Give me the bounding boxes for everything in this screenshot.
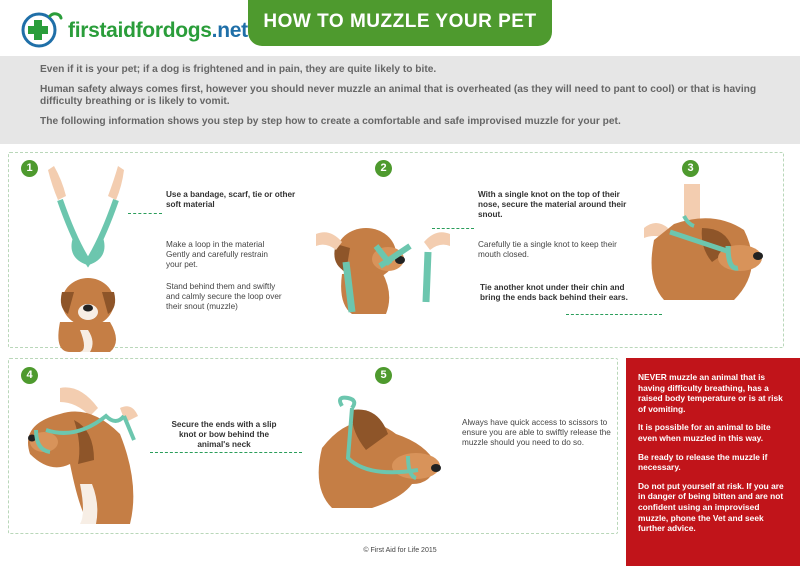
warning-item-1: NEVER muzzle an animal that is having difficulty breathing, has a raised body temperature or is at risk of vomiting. [638, 372, 783, 414]
step-3-number: 3 [682, 160, 699, 177]
step-2-illustration [316, 214, 456, 314]
step-1-number: 1 [21, 160, 38, 177]
step-2-text-a: Carefully tie a single knot to keep their mouth closed. [478, 240, 617, 259]
warning-box [626, 358, 800, 566]
step-2-callout-line [432, 228, 474, 229]
step-4-illustration [24, 384, 154, 524]
step-1-callout: Use a bandage, scarf, tie or other soft material [166, 190, 296, 209]
step-1-illustration [40, 162, 130, 352]
warning-item-4: Do not put yourself at risk. If you are in danger of being bitten and are not confident using an improvised muzzle, phone the Vet and seek further advice. [638, 480, 784, 534]
brand-name: firstaidfordogs.net [68, 19, 248, 42]
step-2-callout: With a single knot on the top of their nose, secure the material around their snout. [478, 190, 627, 219]
step-2-number: 2 [375, 160, 392, 177]
warning-item-3: Be ready to release the muzzle if necessary. [638, 451, 768, 473]
intro-paragraph-1: Even if it is your pet; if a dog is frightened and in pain, they are quite likely to bite. [40, 64, 437, 75]
page-title: HOW TO MUZZLE YOUR PET [248, 0, 552, 46]
step-4-callout: Secure the ends with a slip knot or bow behind the animal's neck [171, 420, 277, 449]
step-1-text-b: Stand behind them and swiftly and calmly secure the loop over their snout (muzzle) [166, 282, 282, 311]
step-4-callout-line [150, 452, 302, 453]
step-5-number: 5 [375, 367, 392, 384]
first-aid-cross-icon [20, 10, 64, 48]
warning-item-2: It is possible for an animal to bite even when muzzled in this way. [638, 422, 771, 443]
intro-paragraph-3: The following information shows you step by step how to create a comfortable and safe improvised muzzle for your pet. [40, 115, 621, 127]
step-1-callout-line [128, 213, 162, 214]
step-3-callout: Tie another knot under their chin and bring the ends back behind their ears. [480, 283, 628, 302]
step-1-text-a: Make a loop in the material Gently and carefully restrain your pet. [166, 240, 268, 269]
step-5-illustration [312, 398, 446, 512]
step-3-callout-line [566, 314, 662, 315]
step-3-illustration [640, 180, 770, 310]
brand-logo[interactable] [20, 10, 248, 48]
intro-section [0, 56, 800, 144]
intro-paragraph-2: Human safety always comes first, however you should never muzzle an animal that is overheated (as they will need to pant to cool) or that is having difficulty breathing or is likely to vomit. [40, 83, 757, 107]
step-4-number: 4 [21, 367, 38, 384]
copyright-footer: © First Aid for Life 2015 [363, 547, 437, 554]
step-5-text-a: Always have quick access to scissors to ensure you are able to swiftly release the muzzle should you need to do so. [462, 418, 611, 447]
